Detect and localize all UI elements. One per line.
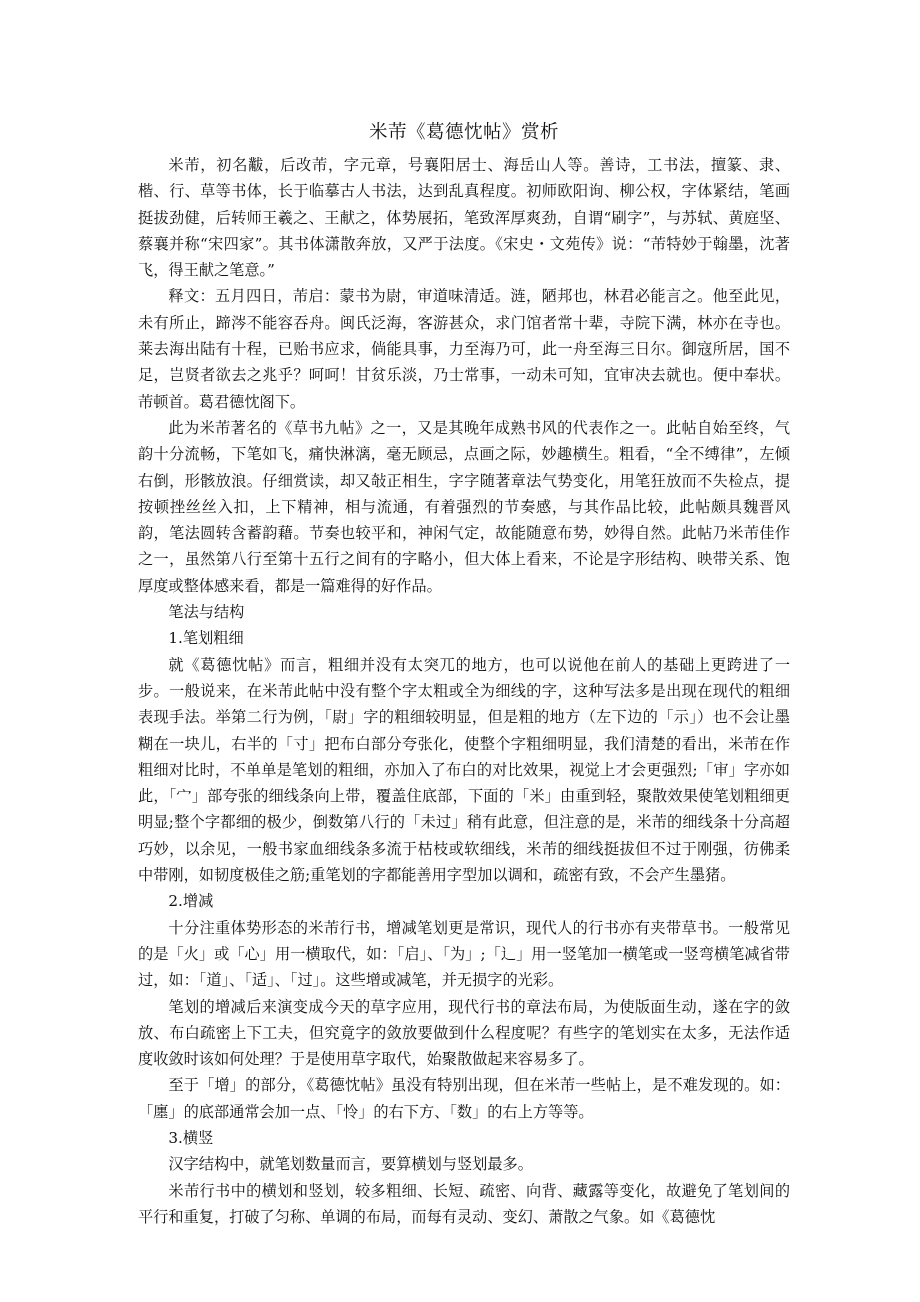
document-body bbox=[138, 152, 790, 1230]
document-title: 米芾《葛德忱帖》赏析 bbox=[368, 122, 559, 143]
document-page bbox=[138, 118, 790, 1230]
body-paragraph: 汉字结构中，就笔划数量而言，要算横划与竖划最多。 bbox=[168, 1155, 533, 1174]
section-heading: 1.笔划粗细 bbox=[168, 629, 244, 648]
body-paragraph: 此为米芾著名的《草书九帖》之一，又是其晚年成熟书风的代表作之一。此帖自始至终，气韵十分流畅，下笔如飞，痛快淋漓，毫无顾忌，点画之际，妙趣横生。粗看，“全不缚律”，左倾右倒，形骸放浪。仔细赏读，却又敧正相生，字字随著章法气势变化，用笔狂放而不失检点，提按顿挫丝丝入扣，上下精神，相与流通，有着强烈的节奏感，与其作品比较，此帖颇具魏晋风韵，笔法圆转含蓄韵藉。节奏也较平和，神闲气定，故能随意布势，妙得自然。此帖乃米芾佳作之一，虽然第八行至第十五行之间有的字略小，但大体上看来，不论是字形结构、映带关系、饱厚度或整体感来看，都是一篇难得的好作品。 bbox=[138, 418, 790, 595]
section-heading: 3.横竖 bbox=[168, 1128, 214, 1147]
body-paragraph: 米芾，初名黻，后改芾，字元章，号襄阳居士、海岳山人等。善诗，工书法，擅篆、隶、楷、行、草等书体，长于临摹古人书法，达到乱真程度。初师欧阳询、柳公权，字体紧结，笔画挺拔劲健，后转师王羲之、王献之，体势展拓，笔致浑厚爽劲，自谓“刷字”，与苏轼、黄庭坚、蔡襄并称“宋四家”。其书体潇散奔放，又严于法度。《宋史・文苑传》说：“芾特妙于翰墨，沈著飞，得王献之笔意。” bbox=[138, 156, 790, 280]
body-paragraph: 释文：五月四日，芾启：蒙书为尉，审道味清适。涟，陋邦也，林君必能言之。他至此见，未有所止，蹄涔不能容吞舟。闽氏泛海，客游甚众，求门馆者常十辈，寺院下满，林亦在寺也。莱去海出陆有十程，已贻书应求，倘能具事，力至海乃可，此一舟至海三日尔。御寇所居，国不足，岂贤者欲去之兆乎？呵呵！甘贫乐淡，乃士常事，一动未可知，宜审决去就也。便中奉状。芾顿首。葛君德忱阁下。 bbox=[138, 287, 790, 411]
body-paragraph: 米芾行书中的横划和竖划，较多粗细、长短、疏密、向背、藏露等变化，故避免了笔划间的平行和重复，打破了匀称、单调的布局，而每有灵动、变幻、萧散之气象。如《葛德忱 bbox=[138, 1181, 790, 1226]
body-paragraph: 十分注重体势形态的米芾行书，增减笔划更是常识，现代人的行书亦有夹带草书。一般常见的是「火」或「心」用一横取代，如：「启」、「为」;「辶」用一竖笔加一横笔或一竖弯横笔减省带过，如：「道」、「适」、「过」。这些增或减笔，并无损字的光彩。 bbox=[138, 918, 790, 990]
body-paragraph: 就《葛德忱帖》而言，粗细并没有太突兀的地方，也可以说他在前人的基础上更跨进了一步。一般说来，在米芾此帖中没有整个字太粗或全为细线的字，这种写法多是出现在现代的粗细表现手法。举第二行为例，「尉」字的粗细较明显，但是粗的地方（左下边的「示」）也不会让墨糊在一块儿，右半的「寸」把布白部分夸张化，使整个字粗细明显，我们清楚的看出，米芾在作粗细对比时，不单单是笔划的粗细，亦加入了布白的对比效果，视觉上才会更强烈;「审」字亦如此，「宀」部夸张的细线条向上带，覆盖住底部，下面的「米」由重到轻，聚散效果使笔划粗细更明显;整个字都细的极少，倒数第八行的「未过」稍有此意，但注意的是，米芾的细线条十分高超巧妙，以余见，一般书家血细线条多流于枯枝或软细线，米芾的细线挺拔但不过于刚强，彷佛柔中带刚，如韧度极佳之筋;重笔划的字都能善用字型加以调和，疏密有致，不会产生墨猪。 bbox=[138, 655, 790, 885]
body-paragraph: 至于「增」的部分，《葛德忱帖》虽没有特别出现，但在米芾一些帖上，是不难发现的。如：「廛」的底部通常会加一点、「怜」的右下方、「数」的右上方等等。 bbox=[138, 1076, 790, 1121]
section-heading: 笔法与结构 bbox=[168, 603, 245, 622]
section-heading: 2.增减 bbox=[168, 892, 214, 911]
body-paragraph: 笔划的增减后来演变成今天的草字应用，现代行书的章法布局，为使版面生动，遂在字的敛放、布白疏密上下工夫，但究竟字的敛放要做到什么程度呢？有些字的笔划实在太多，无法作适度收敛时该如何处理？于是使用草字取代，始聚散做起来容易多了。 bbox=[138, 997, 790, 1069]
